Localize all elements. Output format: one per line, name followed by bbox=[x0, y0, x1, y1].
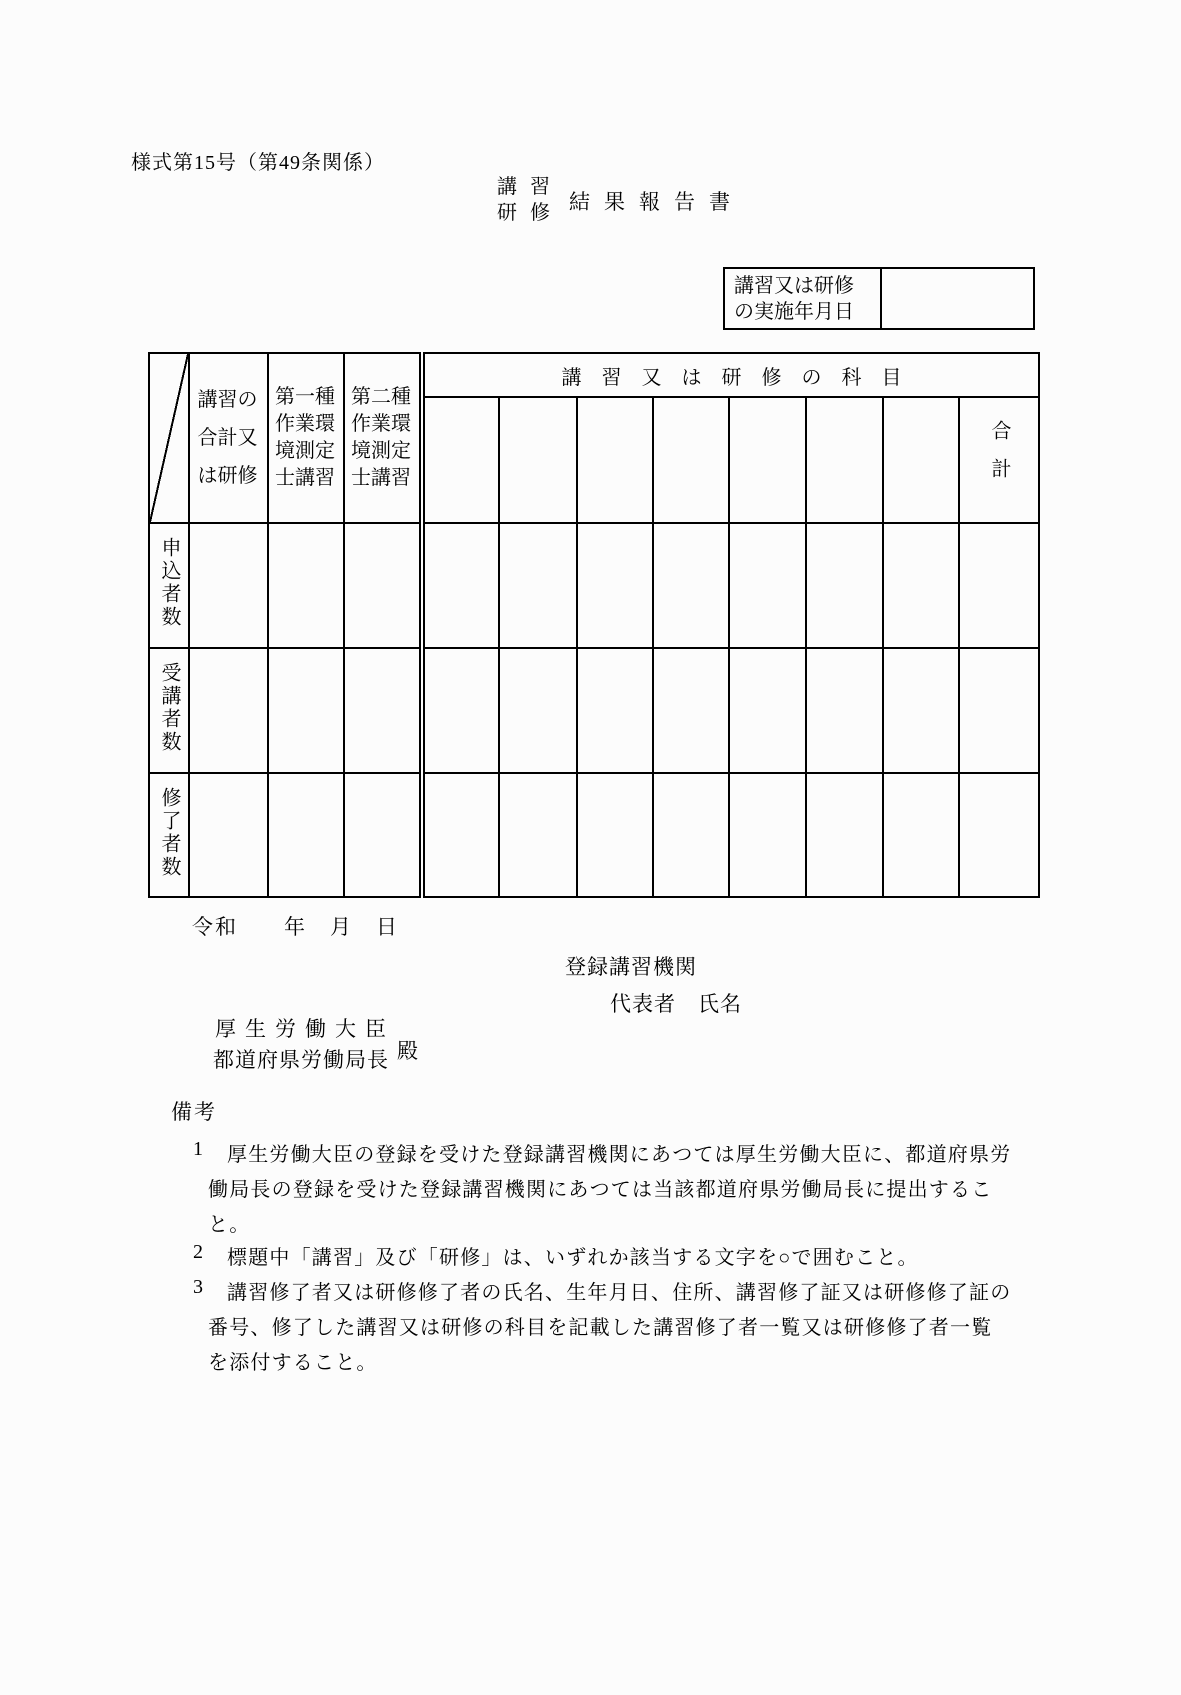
table-cell-total[interactable] bbox=[959, 523, 1039, 648]
remark-1-number: 1 bbox=[193, 1138, 203, 1160]
col-header-combined-label: 講習の合計又は研修 bbox=[197, 389, 258, 487]
remark-3-number: 3 bbox=[193, 1276, 203, 1298]
implementation-date-label-line2: の実施年月日 bbox=[734, 301, 854, 323]
table-cell[interactable] bbox=[653, 648, 729, 773]
table-cell[interactable] bbox=[577, 773, 653, 897]
table-cell[interactable] bbox=[653, 523, 729, 648]
row-header-applicants-label: 申込者数 bbox=[158, 537, 180, 629]
diagonal-corner-cell bbox=[149, 353, 189, 523]
remark-2-line-1: 標題中「講習」及び「研修」は、いずれか該当する文字を○で囲むこと。 bbox=[227, 1247, 919, 1269]
date-line: 令和 年 月 日 bbox=[192, 915, 399, 939]
row-header-completers-label: 修了者数 bbox=[158, 786, 180, 879]
row-header-attendees-label: 受講者数 bbox=[158, 662, 180, 754]
representative-name-label: 代表者 氏名 bbox=[610, 992, 742, 1016]
remarks-heading: 備考 bbox=[171, 1100, 217, 1124]
table-cell[interactable] bbox=[268, 523, 344, 648]
title-main: 結果報告書 bbox=[569, 190, 744, 214]
form-title bbox=[497, 174, 744, 226]
table-cell[interactable] bbox=[344, 773, 422, 897]
title-stack-top: 講習 bbox=[497, 176, 563, 198]
col-header-second-class bbox=[344, 353, 422, 523]
table-cell[interactable] bbox=[653, 773, 729, 897]
table-row-completers bbox=[149, 773, 1039, 897]
table-cell[interactable] bbox=[577, 523, 653, 648]
table-cell[interactable] bbox=[499, 648, 577, 773]
implementation-date-label bbox=[725, 269, 882, 328]
addressee-bureau-director: 都道府県労働局長 bbox=[213, 1048, 389, 1072]
table-cell[interactable] bbox=[189, 773, 268, 897]
table-cell[interactable] bbox=[729, 648, 806, 773]
table-cell[interactable] bbox=[883, 523, 959, 648]
subject-banner-cell bbox=[422, 353, 1039, 397]
table-cell[interactable] bbox=[422, 773, 499, 897]
result-table bbox=[148, 352, 1040, 898]
table-cell[interactable] bbox=[189, 523, 268, 648]
subject-header-cell[interactable] bbox=[729, 397, 806, 523]
row-header-completers bbox=[149, 773, 189, 897]
title-kosyu-kensyu-stack bbox=[497, 174, 563, 226]
subject-header-cell[interactable] bbox=[883, 397, 959, 523]
remark-3-line-2: 番号、修了した講習又は研修の科目を記載した講習修了者一覧又は研修修了者一覧 bbox=[208, 1317, 993, 1339]
table-cell[interactable] bbox=[499, 523, 577, 648]
table-header-row-banner bbox=[149, 353, 1039, 397]
table-cell[interactable] bbox=[729, 773, 806, 897]
table-cell[interactable] bbox=[189, 648, 268, 773]
row-header-applicants bbox=[149, 523, 189, 648]
table-cell[interactable] bbox=[883, 773, 959, 897]
table-cell[interactable] bbox=[268, 648, 344, 773]
table-cell[interactable] bbox=[499, 773, 577, 897]
implementation-date-box bbox=[723, 267, 1035, 330]
table-cell[interactable] bbox=[883, 648, 959, 773]
table-cell[interactable] bbox=[268, 773, 344, 897]
table-cell[interactable] bbox=[344, 523, 422, 648]
remark-1-line-3: と。 bbox=[208, 1214, 251, 1236]
col-header-total-label: 合計 bbox=[988, 419, 1010, 496]
table-cell-total[interactable] bbox=[959, 648, 1039, 773]
subject-banner-label: 講習又は研修の科目 bbox=[561, 366, 922, 389]
table-cell[interactable] bbox=[577, 648, 653, 773]
remark-2-number: 2 bbox=[193, 1241, 203, 1263]
remark-3-line-1: 講習修了者又は研修修了者の氏名、生年月日、住所、講習修了証又は研修修了証の bbox=[227, 1282, 1012, 1304]
remark-3-line-3: を添付すること。 bbox=[208, 1352, 378, 1374]
table-cell[interactable] bbox=[729, 523, 806, 648]
table-cell[interactable] bbox=[422, 648, 499, 773]
table-cell[interactable] bbox=[806, 523, 883, 648]
table-cell-total[interactable] bbox=[959, 773, 1039, 897]
subject-header-cell[interactable] bbox=[577, 397, 653, 523]
col-header-total bbox=[959, 397, 1039, 523]
col-header-second-class-label: 第二種作業環境測定士講習 bbox=[351, 386, 411, 489]
subject-header-cell[interactable] bbox=[806, 397, 883, 523]
col-header-first-class bbox=[268, 353, 344, 523]
implementation-date-label-line1: 講習又は研修 bbox=[734, 275, 854, 297]
table-cell[interactable] bbox=[422, 523, 499, 648]
table-cell[interactable] bbox=[806, 773, 883, 897]
remark-1-line-1: 厚生労働大臣の登録を受けた登録講習機関にあつては厚生労働大臣に、都道府県労 bbox=[227, 1144, 1012, 1166]
row-header-attendees bbox=[149, 648, 189, 773]
title-stack-bottom: 研修 bbox=[497, 202, 563, 224]
remark-1-line-2: 働局長の登録を受けた登録講習機関にあつては当該都道府県労働局長に提出するこ bbox=[208, 1179, 993, 1201]
table-row-attendees bbox=[149, 648, 1039, 773]
subject-header-cell[interactable] bbox=[653, 397, 729, 523]
subject-header-cell[interactable] bbox=[422, 397, 499, 523]
addressee-minister: 厚生労働大臣 bbox=[215, 1017, 395, 1041]
table-cell[interactable] bbox=[806, 648, 883, 773]
subject-header-cell[interactable] bbox=[499, 397, 577, 523]
table-row-applicants bbox=[149, 523, 1039, 648]
implementation-date-value[interactable] bbox=[882, 269, 1033, 328]
col-header-first-class-label: 第一種作業環境測定士講習 bbox=[275, 386, 335, 489]
addressee-honorific: 殿 bbox=[397, 1039, 418, 1063]
col-header-combined bbox=[189, 353, 268, 523]
form-number: 様式第15号（第49条関係） bbox=[131, 152, 385, 174]
registered-institution-label: 登録講習機関 bbox=[565, 955, 697, 979]
table-cell[interactable] bbox=[344, 648, 422, 773]
